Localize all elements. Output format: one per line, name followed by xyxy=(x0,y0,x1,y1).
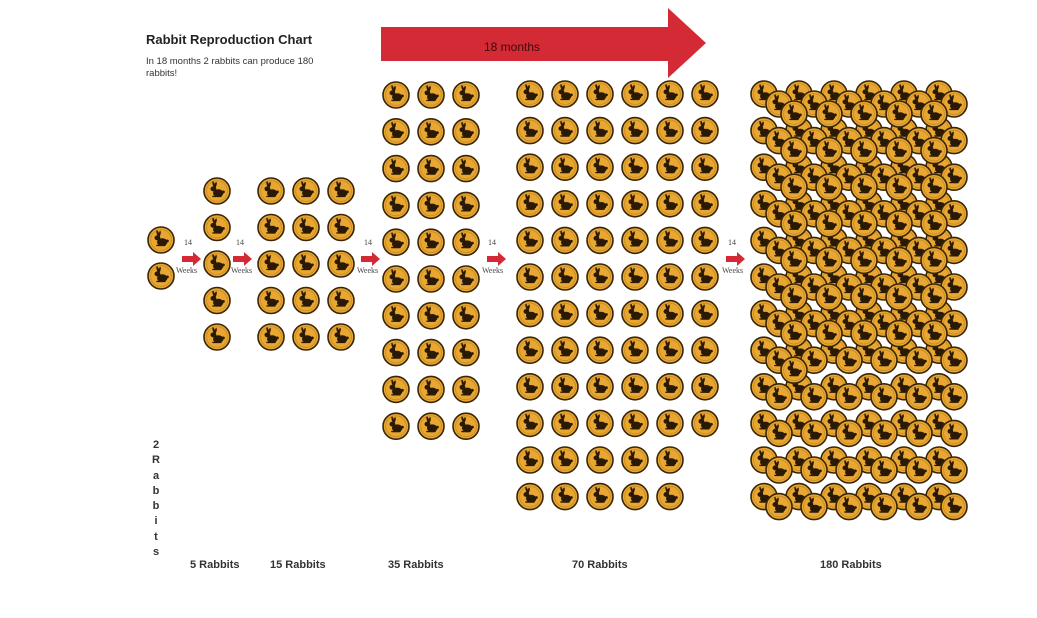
rabbit-coin-icon xyxy=(622,301,648,327)
rabbit-coin-icon xyxy=(921,138,947,164)
rabbit-coin-icon xyxy=(328,288,354,314)
rabbit-coin-icon xyxy=(622,154,648,180)
rabbit-coin-icon xyxy=(418,82,444,108)
rabbit-coin-icon xyxy=(941,420,967,446)
rabbit-coin-icon xyxy=(622,118,648,144)
rabbit-coin-icon xyxy=(921,284,947,310)
rabbit-coin-icon xyxy=(587,81,613,107)
rabbit-coin-icon xyxy=(622,410,648,436)
step-label-weeks: Weeks xyxy=(357,266,379,275)
group-label-5-rabbits: 5 Rabbits xyxy=(190,559,240,571)
rabbit-coin-icon xyxy=(851,174,877,200)
rabbit-coin-icon xyxy=(781,101,807,127)
rabbit-coin-icon xyxy=(766,384,792,410)
rabbit-coin-icon xyxy=(886,247,912,273)
rabbit-coin-icon xyxy=(204,215,230,241)
rabbit-coin-icon xyxy=(453,229,479,255)
rabbit-coin-icon xyxy=(692,118,718,144)
rabbit-coin-icon xyxy=(692,227,718,253)
rabbit-coin-icon xyxy=(657,81,683,107)
rabbit-coin-icon xyxy=(886,321,912,347)
rabbit-coin-icon xyxy=(517,374,543,400)
rabbit-coin-icon xyxy=(851,284,877,310)
rabbit-coin-icon xyxy=(657,337,683,363)
step-label-weeks-count: 14 xyxy=(488,238,496,247)
rabbit-coin-icon xyxy=(816,284,842,310)
rabbit-coin-icon xyxy=(871,347,897,373)
rabbit-coin-icon xyxy=(517,337,543,363)
rabbit-coin-icon xyxy=(517,118,543,144)
rabbit-coin-icon xyxy=(383,413,409,439)
rabbit-coin-icon xyxy=(816,101,842,127)
rabbit-coin-icon xyxy=(517,264,543,290)
rabbit-coin-icon xyxy=(871,494,897,520)
group-label-letter: R xyxy=(152,454,160,467)
rabbit-coin-icon xyxy=(921,211,947,237)
rabbit-coin-icon xyxy=(418,413,444,439)
rabbit-coin-icon xyxy=(851,138,877,164)
rabbit-coin-icon xyxy=(517,81,543,107)
rabbit-coin-icon xyxy=(383,303,409,329)
rabbit-coin-icon xyxy=(453,340,479,366)
rabbit-coin-icon xyxy=(552,191,578,217)
rabbit-coin-icon xyxy=(657,301,683,327)
rabbit-coin-icon xyxy=(148,263,174,289)
rabbit-coin-icon xyxy=(781,321,807,347)
rabbit-coin-icon xyxy=(622,484,648,510)
rabbit-coin-icon xyxy=(851,321,877,347)
rabbit-coin-icon xyxy=(587,191,613,217)
rabbit-coin-icon xyxy=(622,227,648,253)
rabbit-coin-icon xyxy=(816,138,842,164)
rabbit-coin-icon xyxy=(657,410,683,436)
rabbit-coin-icon xyxy=(552,264,578,290)
rabbit-coin-icon xyxy=(453,82,479,108)
rabbit-coin-icon xyxy=(587,374,613,400)
rabbit-coin-icon xyxy=(258,324,284,350)
rabbit-coin-icon xyxy=(453,156,479,182)
rabbit-coin-icon xyxy=(293,178,319,204)
step-arrow-icon xyxy=(487,252,506,266)
group-label-letter: s xyxy=(152,546,160,559)
rabbit-coin-icon xyxy=(766,494,792,520)
chart-title: Rabbit Reproduction Chart xyxy=(146,32,313,47)
rabbit-coin-icon xyxy=(293,288,319,314)
rabbit-coin-icon xyxy=(517,227,543,253)
rabbit-coin-icon xyxy=(781,284,807,310)
rabbit-coin-icon xyxy=(766,420,792,446)
group-label-15-rabbits: 15 Rabbits xyxy=(270,559,326,571)
rabbit-coin-icon xyxy=(453,192,479,218)
group-label-35-rabbits: 35 Rabbits xyxy=(388,559,444,571)
rabbit-coin-icon xyxy=(906,457,932,483)
rabbit-coin-icon xyxy=(871,457,897,483)
rabbit-coin-icon xyxy=(453,119,479,145)
rabbit-coin-icon xyxy=(906,420,932,446)
step-label-weeks-count: 14 xyxy=(364,238,372,247)
rabbit-coin-icon xyxy=(766,457,792,483)
rabbit-coin-icon xyxy=(418,376,444,402)
rabbit-coin-icon xyxy=(383,340,409,366)
rabbit-coin-icon xyxy=(692,81,718,107)
rabbit-coin-icon xyxy=(692,410,718,436)
rabbit-coin-icon xyxy=(204,324,230,350)
rabbit-coin-icon xyxy=(622,191,648,217)
rabbit-coin-icon xyxy=(453,376,479,402)
rabbit-coin-icon xyxy=(552,484,578,510)
rabbit-coin-icon xyxy=(418,156,444,182)
rabbit-coin-icon xyxy=(692,154,718,180)
rabbit-coin-icon xyxy=(657,154,683,180)
rabbit-coin-icon xyxy=(552,301,578,327)
group-label-2-rabbits xyxy=(150,438,162,560)
rabbit-coin-icon xyxy=(587,118,613,144)
rabbit-coin-icon xyxy=(622,337,648,363)
rabbit-coin-icon xyxy=(801,384,827,410)
step-label-weeks-count: 14 xyxy=(184,238,192,247)
group-label-letter: t xyxy=(154,530,158,543)
rabbit-coin-icon xyxy=(328,251,354,277)
rabbit-coin-icon xyxy=(781,247,807,273)
rabbit-coin-icon xyxy=(383,82,409,108)
rabbit-coin-icon xyxy=(587,227,613,253)
rabbit-coin-icon xyxy=(552,410,578,436)
rabbit-coin-icon xyxy=(258,215,284,241)
rabbit-coin-icon xyxy=(552,447,578,473)
rabbit-coin-icon xyxy=(781,357,807,383)
group-label-letter: i xyxy=(154,515,158,528)
rabbit-coin-icon xyxy=(941,384,967,410)
rabbit-coin-icon xyxy=(293,215,319,241)
rabbit-coin-icon xyxy=(692,191,718,217)
rabbit-coin-icon xyxy=(622,374,648,400)
rabbit-coin-icon xyxy=(692,301,718,327)
rabbit-coin-icon xyxy=(622,447,648,473)
rabbit-coin-icon xyxy=(941,457,967,483)
banner-label: 18 months xyxy=(484,40,541,54)
rabbit-coin-icon xyxy=(383,266,409,292)
rabbit-coin-icon xyxy=(921,247,947,273)
rabbit-coin-icon xyxy=(906,347,932,373)
rabbit-coin-icon xyxy=(258,288,284,314)
rabbit-coin-icon xyxy=(552,118,578,144)
rabbit-coin-icon xyxy=(587,154,613,180)
rabbit-coin-icon xyxy=(418,303,444,329)
rabbit-coin-icon xyxy=(453,303,479,329)
rabbit-coin-icon xyxy=(418,192,444,218)
rabbit-coin-icon xyxy=(418,119,444,145)
rabbit-coin-icon xyxy=(816,321,842,347)
rabbit-coin-icon xyxy=(383,376,409,402)
rabbit-coin-icon xyxy=(587,484,613,510)
rabbit-coin-icon xyxy=(453,413,479,439)
rabbit-coin-icon xyxy=(906,384,932,410)
rabbit-coin-icon xyxy=(851,101,877,127)
rabbit-coin-icon xyxy=(781,138,807,164)
rabbit-coin-icon xyxy=(418,340,444,366)
rabbit-coin-icon xyxy=(657,191,683,217)
rabbit-coin-icon xyxy=(921,174,947,200)
rabbit-coin-icon xyxy=(886,138,912,164)
rabbit-coin-icon xyxy=(517,191,543,217)
rabbit-coin-icon xyxy=(816,247,842,273)
step-label-weeks: Weeks xyxy=(231,266,253,275)
rabbit-coin-icon xyxy=(836,420,862,446)
rabbit-coin-icon xyxy=(836,384,862,410)
rabbit-coin-icon xyxy=(886,101,912,127)
rabbit-coin-icon xyxy=(517,154,543,180)
rabbit-coins xyxy=(148,81,967,520)
rabbit-coin-icon xyxy=(657,374,683,400)
rabbit-coin-icon xyxy=(587,337,613,363)
rabbit-coin-icon xyxy=(801,494,827,520)
group-label-70-rabbits: 70 Rabbits xyxy=(572,559,628,571)
rabbit-coin-icon xyxy=(851,211,877,237)
rabbit-coin-icon xyxy=(941,347,967,373)
step-arrow-icon xyxy=(361,252,380,266)
group-label-180-rabbits: 180 Rabbits xyxy=(820,559,882,571)
rabbit-coin-icon xyxy=(204,251,230,277)
rabbit-coin-icon xyxy=(657,118,683,144)
rabbit-coin-icon xyxy=(692,337,718,363)
rabbit-coin-icon xyxy=(383,119,409,145)
rabbit-coin-icon xyxy=(622,81,648,107)
group-label-letter: b xyxy=(152,500,160,513)
rabbit-coin-icon xyxy=(383,192,409,218)
rabbit-coin-icon xyxy=(328,178,354,204)
rabbit-coin-icon xyxy=(204,288,230,314)
rabbit-coin-icon xyxy=(921,321,947,347)
rabbit-coin-icon xyxy=(328,215,354,241)
rabbit-coin-icon xyxy=(886,211,912,237)
rabbit-coin-icon xyxy=(781,174,807,200)
rabbit-coin-icon xyxy=(258,251,284,277)
rabbit-coin-icon xyxy=(816,211,842,237)
rabbit-coin-icon xyxy=(328,324,354,350)
rabbit-coin-icon xyxy=(921,101,947,127)
step-arrow-icon xyxy=(182,252,201,266)
rabbit-coin-icon xyxy=(293,251,319,277)
rabbit-coin-icon xyxy=(517,484,543,510)
step-label-weeks-count: 14 xyxy=(236,238,244,247)
rabbit-coin-icon xyxy=(692,264,718,290)
rabbit-coin-icon xyxy=(258,178,284,204)
rabbit-coin-icon xyxy=(657,264,683,290)
rabbit-coin-icon xyxy=(383,229,409,255)
rabbit-coin-icon xyxy=(871,420,897,446)
rabbit-coin-icon xyxy=(781,211,807,237)
step-label-weeks: Weeks xyxy=(482,266,504,275)
duration-banner-arrow xyxy=(381,8,706,78)
rabbit-coin-icon xyxy=(587,301,613,327)
rabbit-coin-icon xyxy=(851,247,877,273)
rabbit-coin-icon xyxy=(657,447,683,473)
rabbit-coin-icon xyxy=(552,227,578,253)
step-arrow-icon xyxy=(726,252,745,266)
rabbit-coin-icon xyxy=(148,227,174,253)
rabbit-coin-icon xyxy=(801,457,827,483)
rabbit-coin-icon xyxy=(657,227,683,253)
step-label-weeks-count: 14 xyxy=(728,238,736,247)
rabbit-coin-icon xyxy=(204,178,230,204)
rabbit-coin-icon xyxy=(517,410,543,436)
rabbit-coin-icon xyxy=(418,266,444,292)
rabbit-coin-icon xyxy=(801,420,827,446)
rabbit-coin-icon xyxy=(383,156,409,182)
rabbit-coin-icon xyxy=(657,484,683,510)
rabbit-coin-icon xyxy=(816,174,842,200)
step-label-weeks: Weeks xyxy=(722,266,744,275)
rabbit-coin-icon xyxy=(552,374,578,400)
rabbit-coin-icon xyxy=(886,174,912,200)
step-label-weeks: Weeks xyxy=(176,266,198,275)
rabbit-coin-icon xyxy=(836,494,862,520)
rabbit-coin-icon xyxy=(622,264,648,290)
rabbit-coin-icon xyxy=(886,284,912,310)
rabbit-coin-icon xyxy=(453,266,479,292)
rabbit-coin-icon xyxy=(587,447,613,473)
rabbit-coin-icon xyxy=(692,374,718,400)
rabbit-coin-icon xyxy=(836,347,862,373)
rabbit-coin-icon xyxy=(552,81,578,107)
rabbit-coin-icon xyxy=(587,410,613,436)
group-label-letter: a xyxy=(152,469,160,482)
rabbit-coin-icon xyxy=(871,384,897,410)
chart-subtitle: In 18 months 2 rabbits can produce 180 rabbits! xyxy=(146,56,314,79)
rabbit-coin-icon xyxy=(836,457,862,483)
group-label-letter: 2 xyxy=(152,439,160,451)
step-arrow-icon xyxy=(233,252,252,266)
group-label-letter: b xyxy=(152,484,160,497)
rabbit-coin-icon xyxy=(418,229,444,255)
rabbit-coin-icon xyxy=(941,494,967,520)
rabbit-coin-icon xyxy=(587,264,613,290)
rabbit-coin-icon xyxy=(552,154,578,180)
rabbit-coin-icon xyxy=(517,301,543,327)
rabbit-coin-icon xyxy=(906,494,932,520)
rabbit-coin-icon xyxy=(552,337,578,363)
rabbit-coin-icon xyxy=(293,324,319,350)
rabbit-coin-icon xyxy=(517,447,543,473)
